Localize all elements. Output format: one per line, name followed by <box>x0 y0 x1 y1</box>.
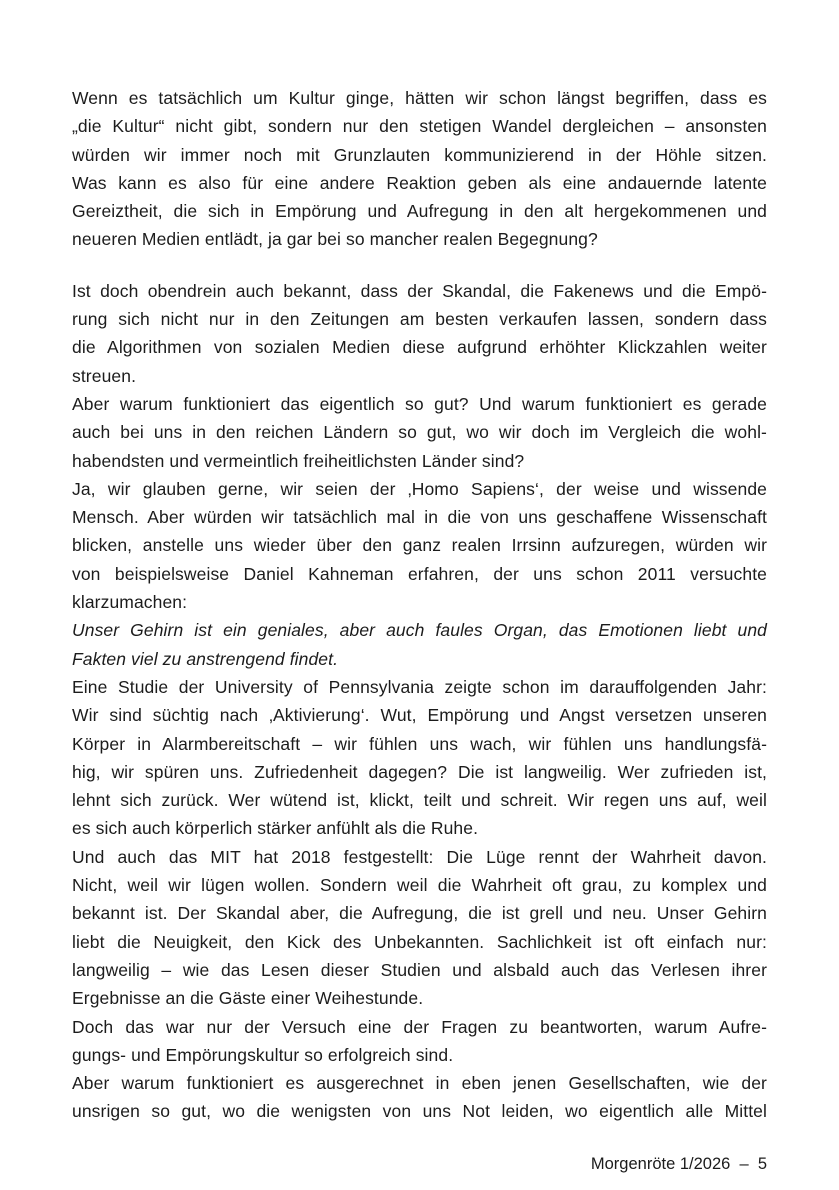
text-line: Gereiztheit, die sich in Empörung und Aufregung in den alt hergekommenen und <box>72 201 767 222</box>
paragraph <box>72 277 767 390</box>
paragraph <box>72 475 767 616</box>
text-line: neueren Medien entlädt, ja gar bei so mancher realen Begegnung? <box>72 229 598 250</box>
text-line: Unser Gehirn ist ein geniales, aber auch faules Organ, das Emotionen liebt und <box>72 620 767 641</box>
text-line: Und auch das MIT hat 2018 festgestellt: Die Lüge rennt der Wahrheit davon. <box>72 846 767 867</box>
text-line: es sich auch körperlich stärker anfühlt als die Ruhe. <box>72 818 479 839</box>
paragraph <box>72 84 767 254</box>
text-line: von beispielsweise Daniel Kahneman erfahren, der uns schon 2011 versuchte <box>72 563 767 584</box>
text-line: Fakten viel zu anstrengend findet. <box>72 648 339 669</box>
paragraph <box>72 390 767 475</box>
text-line: liebt die Neuigkeit, den Kick des Unbekannten. Sachlichkeit ist oft einfach nur: <box>72 931 767 952</box>
text-line: Ist doch obendrein auch bekannt, dass der Skandal, die Fakenews und die Empö- <box>72 280 767 301</box>
text-line: die Algorithmen von sozialen Medien diese aufgrund erhöhter Klickzahlen weiter <box>72 337 767 358</box>
text-line: Mensch. Aber würden wir tatsächlich mal in die von uns geschaffene Wissenschaft <box>72 507 767 528</box>
text-line: Was kann es also für eine andere Reaktion geben als eine andauernde latente <box>72 172 767 193</box>
text-line: Eine Studie der University of Pennsylvania zeigte schon im darauffolgenden Jahr: <box>72 676 767 697</box>
text-line: Aber warum funktioniert das eigentlich so gut? Und warum funktioniert es gerade <box>72 393 767 414</box>
text-line: Aber warum funktioniert es ausgerechnet in eben jenen Gesellschaften, wie der <box>72 1073 767 1094</box>
text-line: Wir sind süchtig nach ‚Aktivierung‘. Wut, Empörung und Angst versetzen unseren <box>72 705 767 726</box>
text-line: rung sich nicht nur in den Zeitungen am besten verkaufen lassen, sondern dass <box>72 309 767 330</box>
paragraph <box>72 1069 767 1126</box>
text-line: streuen. <box>72 365 137 386</box>
text-line: Wenn es tatsächlich um Kultur ginge, hätten wir schon längst begriffen, dass es <box>72 88 767 108</box>
text-line: auch bei uns in den reichen Ländern so gut, wo wir doch im Vergleich die wohl- <box>72 422 767 443</box>
paragraph <box>72 1013 767 1070</box>
text-line: Nicht, weil wir lügen wollen. Sondern weil die Wahrheit oft grau, zu komplex und <box>72 875 767 896</box>
text-line: lehnt sich zurück. Wer wütend ist, klickt, teilt und schreit. Wir regen uns auf, weil <box>72 790 767 811</box>
text-line: blicken, anstelle uns wieder über den ganz realen Irrsinn aufzuregen, würden wir <box>72 535 767 556</box>
text-line: gungs- und Empörungskultur so erfolgreich sind. <box>72 1044 454 1065</box>
paragraph <box>72 616 767 673</box>
text-line: Ergebnisse an die Gäste einer Weihestunde. <box>72 988 424 1009</box>
text-line: habendsten und vermeintlich freiheitlichsten Länder sind? <box>72 450 525 471</box>
paragraph <box>72 843 767 1013</box>
text-line: bekannt ist. Der Skandal aber, die Aufregung, die ist grell und neu. Unser Gehirn <box>72 903 767 924</box>
paragraph <box>72 673 767 843</box>
text-line: unsrigen so gut, wo die wenigsten von uns Not leiden, wo eigentlich alle Mittel <box>72 1101 767 1122</box>
page-text <box>72 84 767 1126</box>
text-line: klarzumachen: <box>72 592 188 613</box>
text-line: Körper in Alarmbereitschaft – wir fühlen uns wach, wir fühlen uns handlungsfä- <box>72 733 767 754</box>
text-line: langweilig – wie das Lesen dieser Studien und alsbald auch das Verlesen ihrer <box>72 959 767 980</box>
page-footer <box>573 1128 767 1190</box>
footer-text: Morgenröte 1/2026 – 5 <box>590 1155 767 1173</box>
text-line: würden wir immer noch mit Grunzlauten kommunizierend in der Höhle sitzen. <box>72 144 767 165</box>
text-line: Ja, wir glauben gerne, wir seien der ‚Homo Sapiens‘, der weise und wissende <box>72 478 767 499</box>
text-line: „die Kultur“ nicht gibt, sondern nur den stetigen Wandel dergleichen – ansonsten <box>72 116 767 137</box>
text-line: Doch das war nur der Versuch eine der Fragen zu beantworten, warum Aufre- <box>72 1016 767 1037</box>
text-line: hig, wir spüren uns. Zufriedenheit dagegen? Die ist langweilig. Wer zufrieden ist, <box>72 761 767 782</box>
